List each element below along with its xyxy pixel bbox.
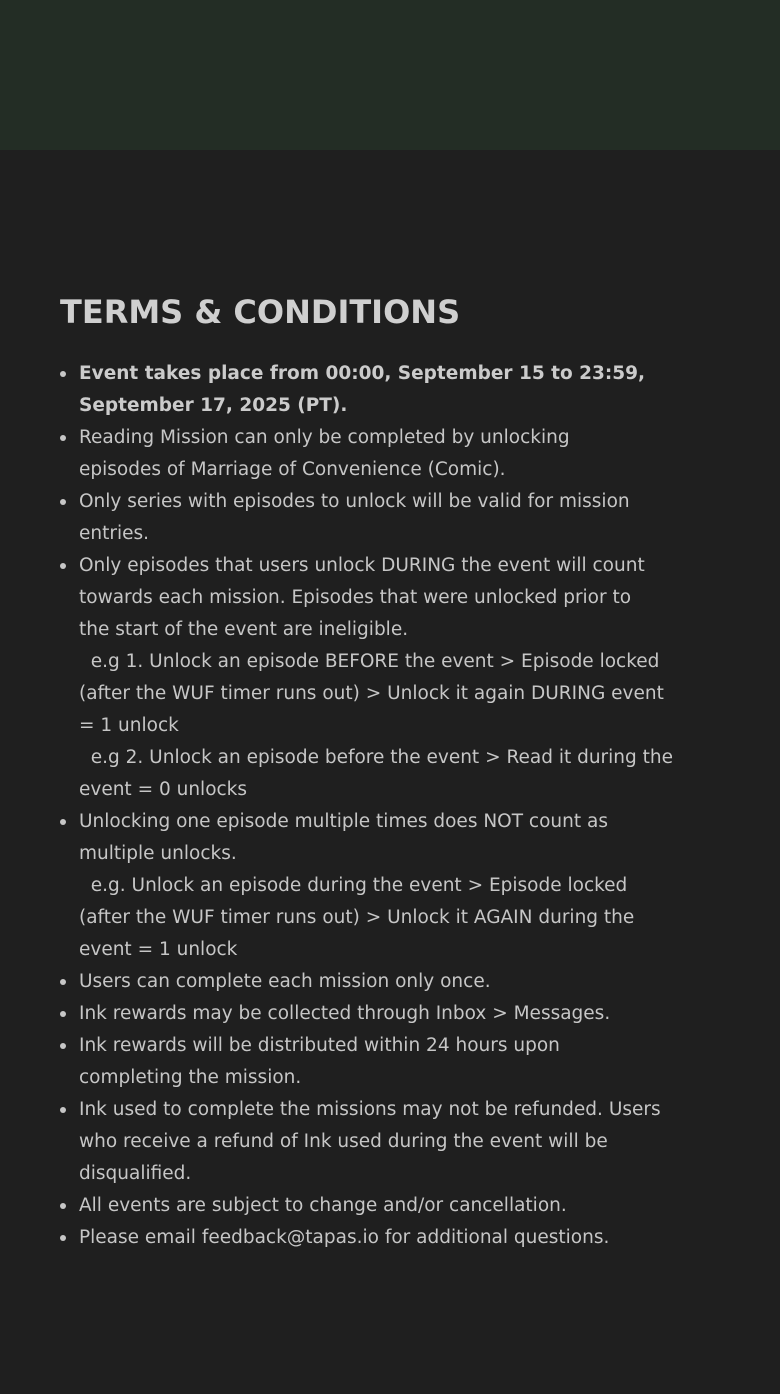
terms-item-line: e.g. Unlock an episode during the event > Episode locked: [79, 875, 628, 896]
terms-item-line: Reading Mission can only be completed by unlocking: [79, 427, 570, 448]
terms-item: [60, 486, 720, 550]
terms-item: [60, 550, 720, 806]
terms-and-conditions-section: [60, 290, 720, 1254]
terms-item: [60, 1190, 720, 1222]
bullet-icon: [60, 979, 66, 985]
bullet-icon: [60, 819, 66, 825]
terms-item: [60, 1094, 720, 1190]
terms-item-line: the start of the event are ineligible.: [79, 619, 409, 640]
terms-item-line: Unlocking one episode multiple times does NOT count as: [79, 811, 608, 832]
bullet-icon: [60, 1107, 66, 1113]
terms-item: [60, 998, 720, 1030]
bullet-icon: [60, 1043, 66, 1049]
terms-item-line: e.g 2. Unlock an episode before the event > Read it during the: [79, 747, 674, 768]
terms-item-line: Users can complete each mission only once.: [79, 971, 491, 992]
terms-item: [60, 358, 720, 422]
terms-item-line: Ink rewards will be distributed within 24 hours upon: [79, 1035, 560, 1056]
terms-item-line: towards each mission. Episodes that were unlocked prior to: [79, 587, 632, 608]
bullet-icon: [60, 1011, 66, 1017]
bullet-icon: [60, 563, 66, 569]
bullet-icon: [60, 1203, 66, 1209]
terms-item-line: event = 0 unlocks: [79, 779, 248, 800]
bullet-icon: [60, 435, 66, 441]
terms-item-line: completing the mission.: [79, 1067, 302, 1088]
terms-item: [60, 806, 720, 966]
terms-item-line: September 17, 2025 (PT).: [79, 395, 348, 416]
terms-item-line: episodes of Marriage of Convenience (Comic).: [79, 459, 506, 480]
bullet-icon: [60, 371, 66, 377]
terms-item: [60, 1030, 720, 1094]
terms-item-line: (after the WUF timer runs out) > Unlock it again DURING event: [79, 683, 664, 704]
terms-item-line: Ink used to complete the missions may not be refunded. Users: [79, 1099, 661, 1120]
bullet-icon: [60, 1235, 66, 1241]
terms-item: [60, 966, 720, 998]
terms-item-line: All events are subject to change and/or cancellation.: [79, 1195, 567, 1216]
terms-item-line: Ink rewards may be collected through Inbox > Messages.: [79, 1003, 611, 1024]
bullet-icon: [60, 499, 66, 505]
terms-item: [60, 1222, 720, 1254]
terms-item-line: disqualified.: [79, 1163, 192, 1184]
terms-item-line: Event takes place from 00:00, September 15 to 23:59,: [79, 363, 646, 384]
terms-item-line: (after the WUF timer runs out) > Unlock it AGAIN during the: [79, 907, 635, 928]
terms-item: [60, 422, 720, 486]
terms-item-line: = 1 unlock: [79, 715, 179, 736]
terms-item-line: entries.: [79, 523, 150, 544]
top-banner: [0, 0, 780, 150]
terms-item-line: who receive a refund of Ink used during the event will be: [79, 1131, 608, 1152]
terms-title: TERMS & CONDITIONS: [60, 293, 461, 331]
terms-item-line: event = 1 unlock: [79, 939, 238, 960]
terms-item-line: e.g 1. Unlock an episode BEFORE the event > Episode locked: [79, 651, 660, 672]
terms-item-line: multiple unlocks.: [79, 843, 237, 864]
terms-item-line: Only series with episodes to unlock will be valid for mission: [79, 491, 630, 512]
terms-item-line: Please email feedback@tapas.io for additional questions.: [79, 1227, 610, 1248]
terms-item-line: Only episodes that users unlock DURING the event will count: [79, 555, 645, 576]
terms-list: [60, 358, 720, 1254]
